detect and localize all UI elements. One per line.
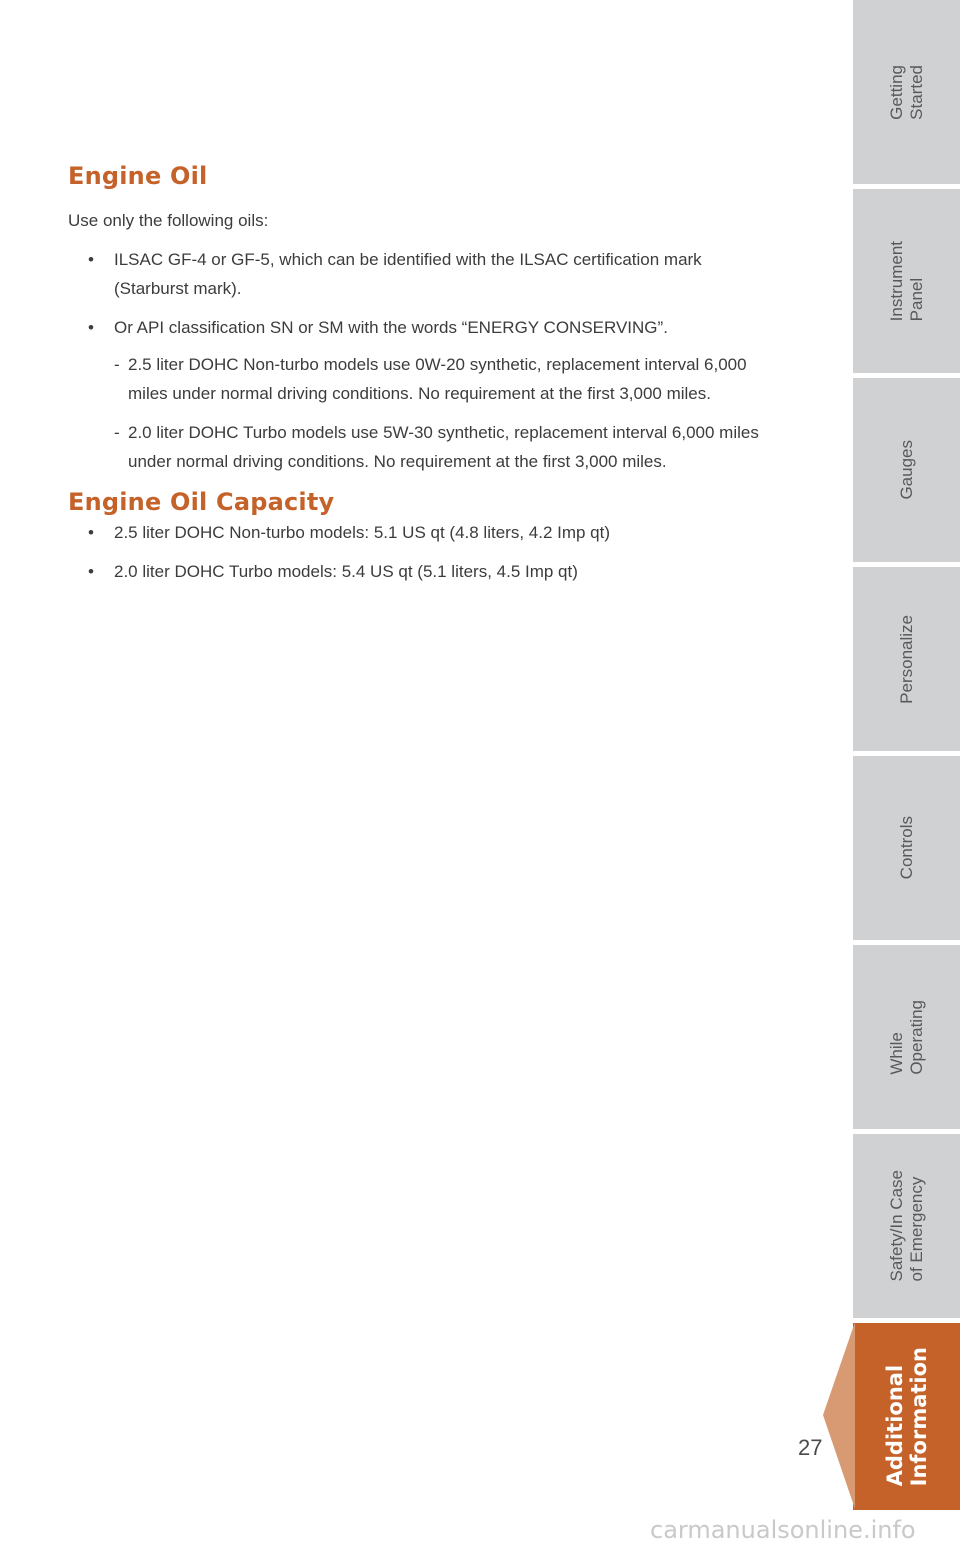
list-item-text: 2.0 liter DOHC Turbo models: 5.4 US qt (5.1 liters, 4.5 Imp qt) xyxy=(114,562,578,581)
list-item-text: 2.5 liter DOHC Non-turbo models: 5.1 US qt (4.8 liters, 4.2 Imp qt) xyxy=(114,523,611,542)
tab-instrument-panel[interactable] xyxy=(853,189,960,373)
intro-text: Use only the following oils: xyxy=(68,211,269,230)
tab-gauges[interactable] xyxy=(853,378,960,562)
tab-getting-started[interactable] xyxy=(853,0,960,184)
sub-list-item-text: 2.5 liter DOHC Non-turbo models use 0W-20 synthetic, replacement interval 6,000 miles under normal driving conditions. No requirement at the first 3,000 miles. xyxy=(128,355,747,403)
watermark: carmanualsonline.info xyxy=(650,1516,916,1544)
tab-label: Controls xyxy=(896,816,916,880)
oil-spec-list xyxy=(68,245,768,476)
sub-list-item xyxy=(114,350,768,408)
dash-glyph: - xyxy=(114,355,120,374)
oil-grade-sublist xyxy=(114,350,768,476)
tab-personalize[interactable] xyxy=(853,567,960,751)
tab-additional-information[interactable] xyxy=(853,1323,960,1510)
bullet-glyph: • xyxy=(88,250,94,269)
sub-list-item xyxy=(114,418,768,476)
section-title-engine-oil: Engine Oil xyxy=(68,162,208,190)
dash-glyph: - xyxy=(114,423,120,442)
list-item-text: ILSAC GF-4 or GF-5, which can be identified with the ILSAC certification mark (Starburst mark). xyxy=(114,250,702,298)
list-item xyxy=(68,313,768,476)
tab-safety-emergency[interactable] xyxy=(853,1134,960,1318)
tab-controls[interactable] xyxy=(853,756,960,940)
sub-list-item-text: 2.0 liter DOHC Turbo models use 5W-30 synthetic, replacement interval 6,000 miles under normal driving conditions. No requirement at the first 3,000 miles. xyxy=(128,423,759,471)
tab-label: Instrument Panel xyxy=(886,240,926,322)
list-item xyxy=(68,518,768,547)
tab-label: Additional Information xyxy=(882,1346,931,1487)
tab-while-operating[interactable] xyxy=(853,945,960,1129)
tab-label: Safety/In Case of Emergency xyxy=(886,1170,926,1282)
list-item xyxy=(68,245,768,303)
capacity-list xyxy=(68,518,768,586)
tab-label: Personalize xyxy=(896,614,916,704)
list-item xyxy=(68,557,768,586)
tab-label: Gauges xyxy=(896,440,916,500)
bullet-glyph: • xyxy=(88,318,94,337)
page-content xyxy=(68,160,768,596)
bullet-glyph: • xyxy=(88,523,94,542)
page-number: 27 xyxy=(798,1435,823,1460)
active-tab-notch xyxy=(823,1322,855,1509)
chapter-tabs xyxy=(853,0,960,1510)
tab-label: While Operating xyxy=(886,999,926,1075)
bullet-glyph: • xyxy=(88,562,94,581)
list-item-text: Or API classification SN or SM with the words “ENERGY CONSERVING”. xyxy=(114,318,668,337)
tab-label: Getting Started xyxy=(886,64,926,120)
section-title-oil-capacity: Engine Oil Capacity xyxy=(68,488,335,516)
